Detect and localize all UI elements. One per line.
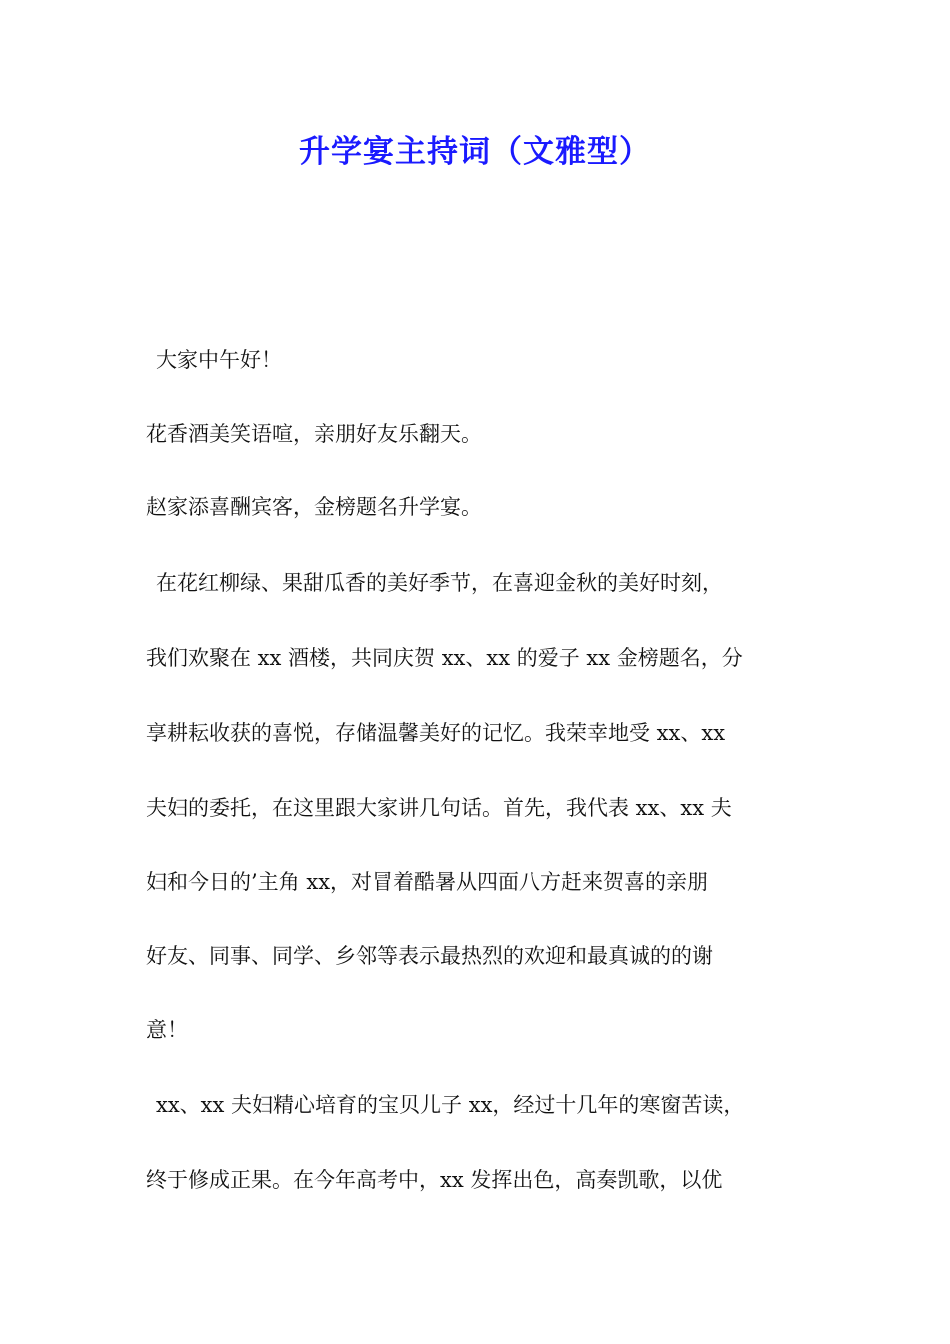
paragraph-line: 在花红柳绿、果甜瓜香的美好季节，在喜迎金秋的美好时刻，: [156, 571, 723, 595]
paragraph-line: 好友、同事、同学、乡邻等表示最热烈的欢迎和最真诚的的谢: [146, 944, 713, 968]
paragraph-line: 意！: [146, 1018, 188, 1042]
paragraph-line: 我们欢聚在 xx 酒楼，共同庆贺 xx、xx 的爱子 xx 金榜题名，分: [146, 646, 743, 670]
paragraph-line: 大家中午好！: [156, 348, 282, 372]
paragraph-line: 赵家添喜酬宾客，金榜题名升学宴。: [146, 495, 482, 519]
paragraph-line: 夫妇的委托，在这里跟大家讲几句话。首先，我代表 xx、xx 夫: [146, 796, 732, 820]
paragraph-line: xx、xx 夫妇精心培育的宝贝儿子 xx，经过十几年的寒窗苦读，: [156, 1093, 745, 1117]
paragraph-line: 花香酒美笑语喧，亲朋好友乐翻天。: [146, 422, 482, 446]
paragraph-line: 享耕耘收获的喜悦，存储温馨美好的记忆。我荣幸地受 xx、xx: [146, 721, 726, 745]
paragraph-line: 妇和今日的’主角 xx，对冒着酷暑从四面八方赶来贺喜的亲朋: [146, 870, 709, 894]
document-title: 升学宴主持词（文雅型）: [299, 134, 651, 170]
paragraph-line: 终于修成正果。在今年高考中，xx 发挥出色，高奏凯歌，以优: [146, 1168, 723, 1192]
